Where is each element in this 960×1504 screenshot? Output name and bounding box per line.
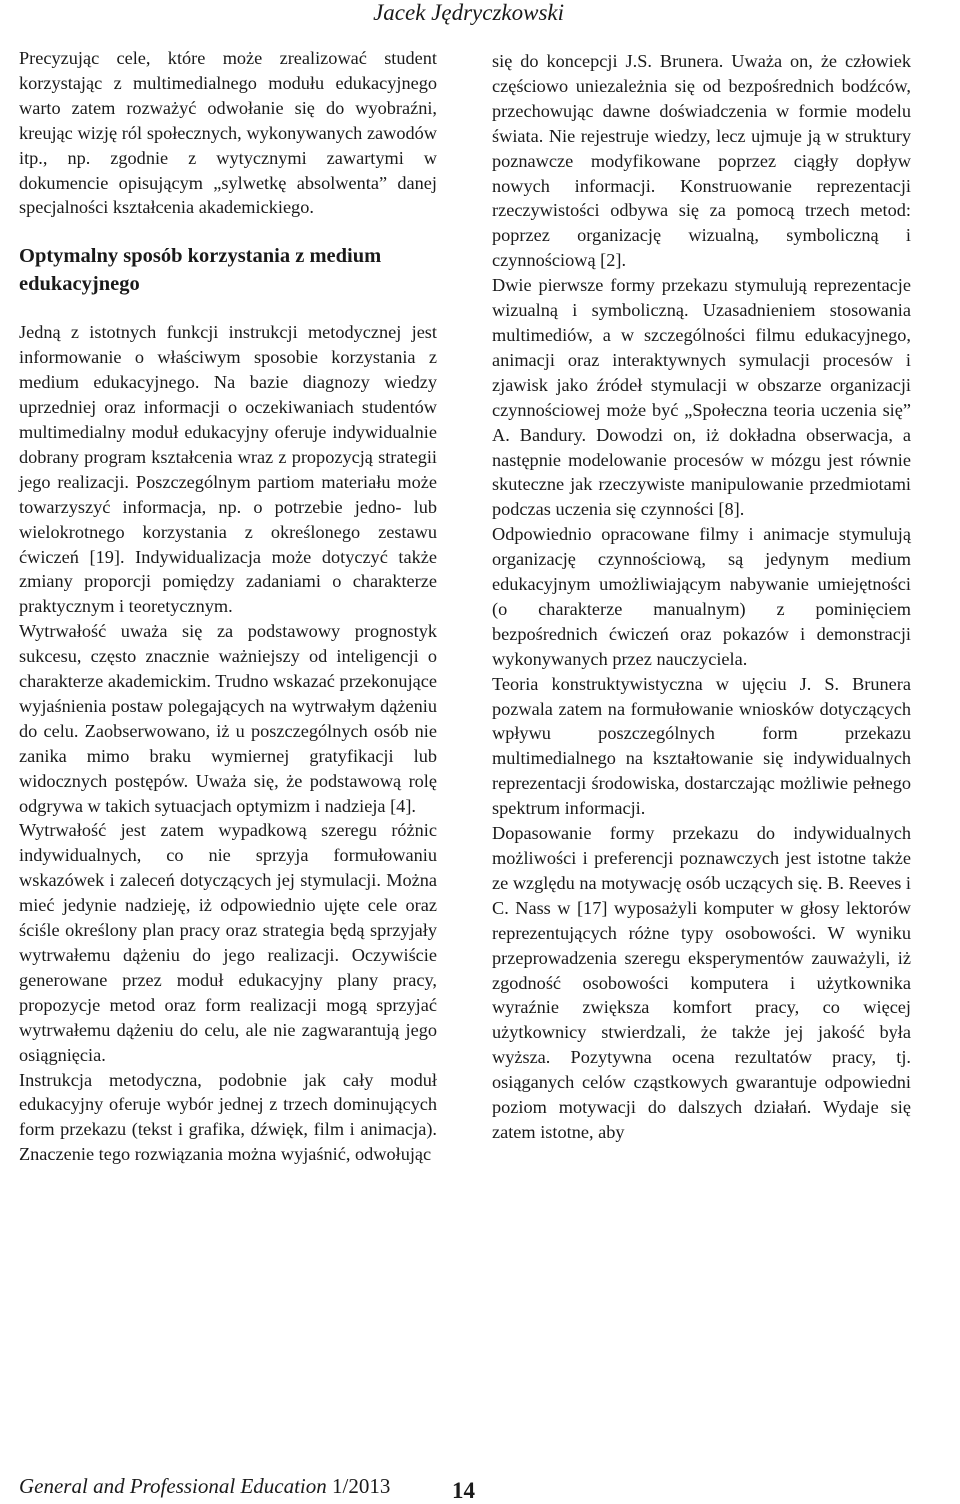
body-paragraph: Jedną z istotnych funkcji instrukcji metodycznej jest informowanie o właściwym sposobie korzystania z medium edukacyjnego. Na bazie diagnozy wiedzy uprzedniej oraz informacji o oczekiwaniach studentów multimedialny moduł edukacyjny oferuje indywidualnie dobrany program kształcenia wraz z propozycją strategii jego realizacji. Poszczególnym partiom materiału może towarzyszyć informacja, np. o potrzebie jedno- lub wielokrotnego korzystania z określonego zestawu ćwiczeń [19]. Indywidualizacja może dotyczyć także zmiany proporcji pomiędzy zadaniami o charakterze praktycznym i teoretycznym. <box>19 322 437 617</box>
body-paragraph: Instrukcja metodyczna, podobnie jak cały moduł edukacyjny oferuje wybór jednej z trzech dominujących form przekazu (tekst i grafika, dźwięk, film i animacja). Znaczenie tego rozwiązania można wyjaśnić, odwołując <box>19 1069 437 1165</box>
body-paragraph: Dopasowanie formy przekazu do indywidualnych możliwości i preferencji poznawczych jest istotne także ze względu na motywację osób uczących się. B. Reeves i C. Nass w [17] wyposażyli komputer w głosy lektorów reprezentujących różne typy osobowości. W wyniku przeprowadzenia szeregu eksperymentów zauważyli, iż zgodność osobowości komputera i użytkownika wyraźnie zwiększa komfort pracy, co więcej użytkownicy stwierdzali, że także jej jakość była wyższa. Pozytywna ocena rezultatów pracy, tj. osiąganych celów cząstkowych gwarantuje odpowiedni poziom motywacji do dalszych działań. Wydaje się zatem istotne, aby <box>492 823 911 1142</box>
running-header-author: Jacek Jędryczkowski <box>373 0 564 25</box>
body-paragraph: Dwie pierwsze formy przekazu stymulują reprezentacje wizualną i symboliczną. Uzasadnieniem stosowania multimediów, a w szczególności filmu edukacyjnego, animacji oraz interaktywnych symulacji procesów i zjawisk jako źródeł stymulacji w obszarze organizacji czynnościowej może być „Społeczna teoria uczenia się” A. Bandury. Dowodzi on, iż dokładna obserwacja, a następnie modelowanie procesów w mózgu jest równie skuteczne jak rzeczywiste manipulowanie przedmiotami podczas uczenia się czynności [8]. <box>492 275 911 520</box>
left-column <box>19 46 437 1167</box>
section-heading: Optymalny sposób korzystania z medium edukacyjnego <box>19 245 382 296</box>
footer-journal-line <box>19 1473 390 1499</box>
body-paragraph: Wytrwałość jest zatem wypadkową szeregu różnic indywidualnych, co nie sprzyja formułowaniu wskazówek i zaleceń dotyczących jej stymulacji. Można mieć jedynie nadzieję, iż odpowiednio ujęte cele oraz ściśle określony plan pracy oraz strategia będą sprzyjały wytrwałemu dążeniu do jego realizacji. Oczywiście generowane przez moduł edukacyjny plany pracy, propozycje metod oraz form realizacji mogą sprzyjać wytrwałemu dążeniu do celu, ale nie zagwarantują jego osiągnięcia. <box>19 820 437 1065</box>
body-paragraph: się do koncepcji J.S. Brunera. Uważa on, że człowiek częściowo uniezależnia się od bezpośrednich bodźców, przechowując dawne doświadczenia w formie modelu świata. Nie rejestruje wiedzy, lecz ujmuje ją w struktury poznawcze modyfikowane poprzez ciągły dopływ nowych informacji. Konstruowanie reprezentacji rzeczywistości odbywa się za pomocą trzech metod: poprzez organizację wizualną, symboliczną i czynnościową [2]. <box>492 51 911 271</box>
body-paragraph: Wytrwałość uważa się za podstawowy prognostyk sukcesu, często znacznie ważniejszy od inteligencji o charakterze akademickim. Trudno wskazać przekonujące wyjaśnienia postaw polegających na wytrwałym dążeniu do celu. Zaobserwowano, iż u poszczególnych osób nie zanika mimo braku wymiernej gratyfikacji lub widocznych postępów. Uważa się, że podstawową rolę odgrywa w takich sytuacjach optymizm i nadzieja [4]. <box>19 621 437 816</box>
right-column <box>492 49 911 1145</box>
intro-paragraph: Precyzując cele, które może zrealizować student korzystając z multimedialnego modułu edukacyjnego warto zatem rozważyć odwołanie się do wyobraźni, kreując wizję ról społecznych, wykonywanych zawodów itp., np. zgodnie z wytycznymi zawartymi w dokumencie opisującym „sylwetkę absolwenta” danej specjalności kształcenia akademickiego. <box>19 48 437 218</box>
body-paragraph: Odpowiednio opracowane filmy i animacje stymulują organizację czynnościową, są jedynym medium edukacyjnym umożliwiającym nabywanie umiejętności (o charakterze manualnym) z pominięciem bezpośrednich ćwiczeń oraz pokazów i demonstracji wykonywanych przez nauczyciela. <box>492 524 911 669</box>
journal-name: General and Professional Education <box>19 1474 327 1498</box>
page-number: 14 <box>452 1478 475 1503</box>
journal-issue: 1/2013 <box>332 1474 391 1498</box>
body-paragraph: Teoria konstruktywistyczna w ujęciu J. S. Brunera pozwala zatem na formułowanie wniosków dotyczących wpływu poszczególnych form przekazu multimedialnego na kształtowanie się indywidualnych reprezentacji środowiska, dostarczając możliwie pełnego spektrum informacji. <box>492 673 911 819</box>
